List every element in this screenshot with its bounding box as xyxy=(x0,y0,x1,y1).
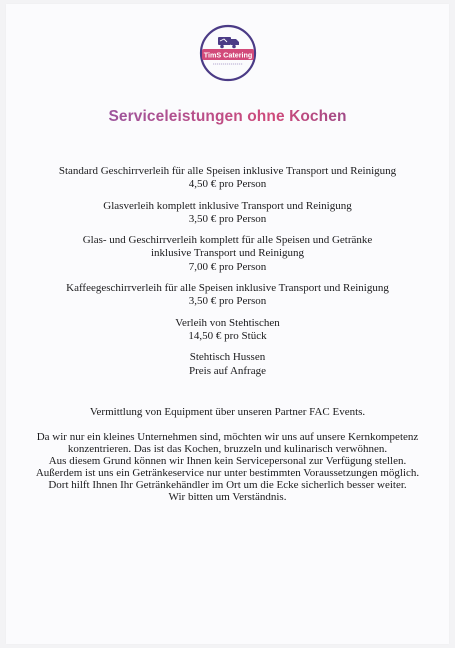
notice-line: Da wir nur ein kleines Unternehmen sind, möchten wir uns auf unsere Kernkompetenz xyxy=(36,431,419,443)
notice-paragraph xyxy=(0,432,455,503)
partner-note: Vermittlung von Equipment über unseren Partner FAC Events. xyxy=(89,406,366,418)
notice-line: konzentrieren. Das ist das Kochen, bruzzeln und kulinarisch verwöhnen. xyxy=(67,442,388,455)
service-description: Glas- und Geschirrverleih komplett für alle Speisen und Getränke xyxy=(82,234,373,247)
notice-line: Aus diesem Grund können wir Ihnen kein Servicepersonal zur Verfügung stellen. xyxy=(48,454,407,467)
service-price: 4,50 € pro Person xyxy=(188,178,267,191)
service-description: Kaffeegeschirrverleih für alle Speisen inklusive Transport und Reinigung xyxy=(66,282,389,295)
service-description: Stehtisch Hussen xyxy=(189,351,266,364)
service-item xyxy=(0,282,455,309)
services-list xyxy=(0,165,455,386)
service-price: 3,50 € pro Person xyxy=(188,295,267,308)
service-price: 14,50 € pro Stück xyxy=(188,329,267,342)
notice-line: Außerdem ist uns ein Getränkeservice nur unter bestimmten Voraussetzungen möglich. xyxy=(35,466,420,479)
service-description: Standard Geschirrverleih für alle Speisen inklusive Transport und Reinigung xyxy=(58,165,397,177)
service-description: inklusive Transport und Reinigung xyxy=(150,247,305,260)
service-item xyxy=(0,317,455,344)
service-description: Glasverleih komplett inklusive Transport und Reinigung xyxy=(103,199,352,212)
service-price: Preis auf Anfrage xyxy=(189,364,266,377)
logo-text: TimS Catering xyxy=(203,50,253,60)
service-item xyxy=(0,200,455,227)
service-price: 3,50 € pro Person xyxy=(188,212,267,225)
notice-line: Dort hilft Ihnen Ihr Getränkehändler im Ort um die Ecke sicherlich besser weiter. xyxy=(48,478,407,491)
service-description: Verleih von Stehtischen xyxy=(175,316,280,329)
notice-line: Wir bitten um Verständnis. xyxy=(168,490,287,503)
company-logo xyxy=(198,23,258,83)
service-item xyxy=(0,351,455,378)
service-item xyxy=(0,165,455,192)
service-price: 7,00 € pro Person xyxy=(188,260,267,273)
logo-seal xyxy=(198,23,258,83)
service-item xyxy=(0,234,455,274)
truck-icon xyxy=(218,37,239,48)
page-title: Serviceleistungen ohne Kochen xyxy=(0,108,455,126)
